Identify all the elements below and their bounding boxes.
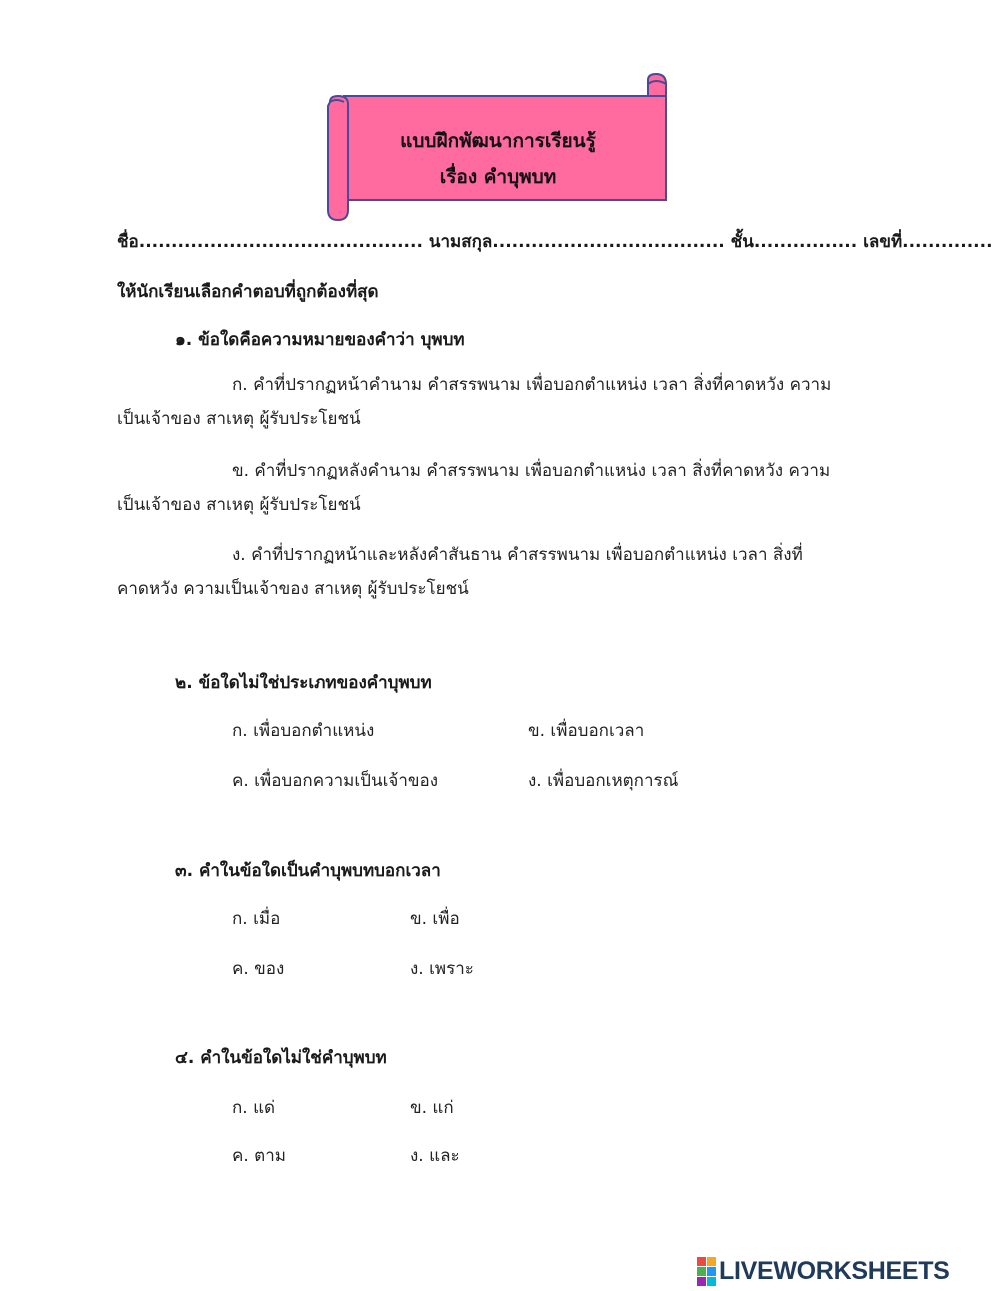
liveworksheets-logo <box>697 1256 950 1286</box>
q2-option-d[interactable]: ง. เพื่อบอกเหตุการณ์ <box>528 771 679 791</box>
student-info-line: ชื่อ............................................ นามสกุล.................................... ชั้น................ เลขที่.............. <box>117 232 993 252</box>
question-3-title: ๓. คำในข้อใดเป็นคำบุพบทบอกเวลา <box>175 861 441 881</box>
q2-option-b[interactable]: ข. เพื่อบอกเวลา <box>528 721 645 741</box>
question-2-title: ๒. ข้อใดไม่ใช่ประเภทของคำบุพบท <box>175 673 432 693</box>
banner-title: แบบฝึกพัฒนาการเรียนรู้ <box>400 130 596 152</box>
q4-option-c[interactable]: ค. ตาม <box>232 1146 286 1166</box>
q1-option-b-line1[interactable]: ข. คำที่ปรากฏหลังคำนาม คำสรรพนาม เพื่อบอกตำแหน่ง เวลา สิ่งที่คาดหวัง ความ <box>232 461 831 481</box>
q1-option-a-line2[interactable]: เป็นเจ้าของ สาเหตุ ผู้รับประโยชน์ <box>117 409 361 429</box>
banner-subtitle: เรื่อง คำบุพบท <box>439 166 557 188</box>
question-4-title: ๔. คำในข้อใดไม่ใช่คำบุพบท <box>175 1048 387 1068</box>
logo-text: LIVEWORKSHEETS <box>719 1256 950 1285</box>
q3-option-b[interactable]: ข. เพื่อ <box>410 909 460 929</box>
instruction: ให้นักเรียนเลือกคำตอบที่ถูกต้องที่สุด <box>117 282 379 302</box>
title-banner <box>322 70 674 226</box>
q4-option-b[interactable]: ข. แก่ <box>410 1098 454 1118</box>
q1-option-b-line2[interactable]: เป็นเจ้าของ สาเหตุ ผู้รับประโยชน์ <box>117 495 361 515</box>
q4-option-a[interactable]: ก. แด่ <box>232 1098 276 1118</box>
q1-option-c-line2[interactable]: คาดหวัง ความเป็นเจ้าของ สาเหตุ ผู้รับประโยชน์ <box>117 579 469 599</box>
q3-option-a[interactable]: ก. เมื่อ <box>232 909 281 929</box>
q4-option-d[interactable]: ง. และ <box>410 1146 460 1166</box>
q3-option-d[interactable]: ง. เพราะ <box>410 959 474 979</box>
logo-blocks-icon <box>697 1257 716 1286</box>
q2-option-c[interactable]: ค. เพื่อบอกความเป็นเจ้าของ <box>232 771 439 791</box>
q1-option-c-line1[interactable]: ง. คำที่ปรากฏหน้าและหลังคำสันธาน คำสรรพนาม เพื่อบอกตำแหน่ง เวลา สิ่งที่ <box>232 545 803 565</box>
q3-option-c[interactable]: ค. ของ <box>232 959 285 979</box>
q1-option-a-line1[interactable]: ก. คำที่ปรากฏหน้าคำนาม คำสรรพนาม เพื่อบอกตำแหน่ง เวลา สิ่งที่คาดหวัง ความ <box>232 375 832 395</box>
question-1-title: ๑. ข้อใดคือความหมายของคำว่า บุพบท <box>175 330 465 350</box>
q2-option-a[interactable]: ก. เพื่อบอกตำแหน่ง <box>232 721 375 741</box>
